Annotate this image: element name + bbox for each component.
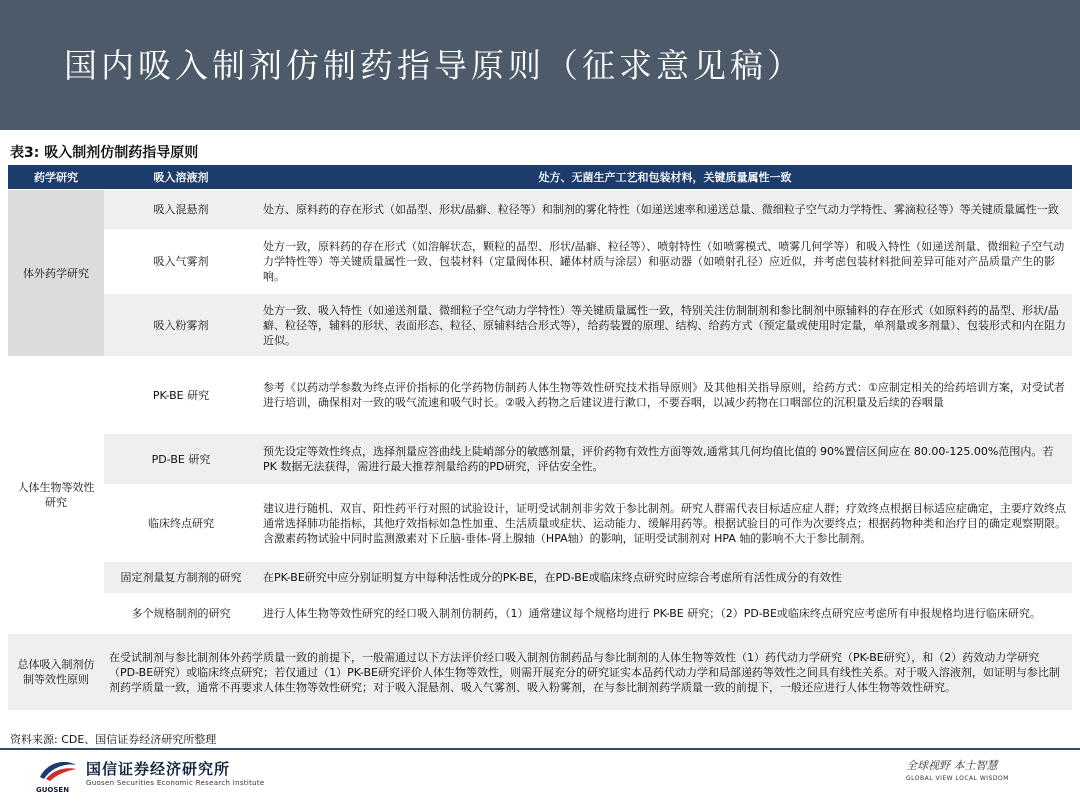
page-title: 国内吸入制剂仿制药指导原则（征求意见稿） [64, 46, 804, 85]
row-text: 在受试制剂与参比制剂体外药学质量一致的前提下，一般需通过以下方法评价经口吸入制剂仿制药品与参比制剂的人体生物等效性（1）药代动力学研究（PK-BE研究），和（2）药效动力学研究（PD-BE研究）或临床终点研究；若仅通过（1）PK-BE研究评价人体生物等效性，则需开展充分的研究证实本品药代动力学和局部递药等效性之间具有线性关系。对于吸入溶液剂，如证明与参比制剂药学质量一致，通常不再要求人体生物等效性研究；对于吸入混悬剂、吸入气雾剂、吸入粉雾剂，在与参比制剂药学质量一致的前提下，一般还应进行人体生物等效性研究。 [104, 634, 1072, 711]
row-text: 参考《以药动学参数为终点评价指标的化学药物仿制药人体生物等效性研究技术指导原则》及其他相关指导原则，给药方式：①应制定相关的给药培训方案，对受试者进行培训，确保相对一致的吸气流速和吸气时长。②吸入药物之后建议进行漱口，不要吞咽，以减少药物在口咽部位的沉积量及后续的吞咽量 [258, 357, 1072, 434]
table-row [8, 634, 1072, 711]
table-row [8, 434, 1072, 485]
group-human-be: 人体生物等效性研究 [8, 357, 104, 634]
row-text: 进行人体生物等效性研究的经口吸入制剂仿制药，（1）通常建议每个规格均进行 PK-BE 研究；（2）PD-BE或临床终点研究应考虑所有申报规格均进行临床研究。 [258, 594, 1072, 634]
row-label: PK-BE 研究 [104, 357, 258, 434]
row-label: 临床终点研究 [104, 485, 258, 562]
row-label: 吸入粉雾剂 [104, 294, 258, 357]
header-solution-requirement: 处方、无菌生产工艺和包装材料，关键质量属性一致 [258, 165, 1072, 190]
row-label: 多个规格制剂的研究 [104, 594, 258, 634]
table-row [8, 357, 1072, 434]
row-label: PD-BE 研究 [104, 434, 258, 485]
header-pharmacy-study: 药学研究 [8, 165, 104, 190]
table-row [8, 562, 1072, 594]
row-label: 吸入混悬剂 [104, 190, 258, 230]
table-header-row [8, 165, 1072, 190]
row-label: 吸入气雾剂 [104, 230, 258, 294]
group-in-vitro: 体外药学研究 [8, 190, 104, 357]
source-note: 资料来源: CDE、国信证券经济研究所整理 [10, 733, 217, 746]
row-text: 建议进行随机、双盲、阳性药平行对照的试验设计，证明受试制剂非劣效于参比制剂。研究人群需代表目标适应症人群；疗效终点根据目标适应症确定，主要疗效终点通常选择肺功能指标，其他疗效指标如急性加重、生活质量或症状、运动能力、缓解用药等。根据试验目的可作为次要终点；根据药物种类和治疗目的确定观察期限。含激素药物试验中同时监测激素对下丘脑-垂体-肾上腺轴（HPA轴）的影响，证明受试制剂对 HPA 轴的影响不大于参比制剂。 [258, 485, 1072, 562]
header-inhalation-solution: 吸入溶液剂 [104, 165, 258, 190]
row-label: 固定剂量复方制剂的研究 [104, 562, 258, 594]
table-row [8, 594, 1072, 634]
table-caption: 表3: 吸入制剂仿制药指导原则 [10, 145, 199, 161]
guosen-logo-icon [36, 757, 80, 785]
table-row [8, 485, 1072, 562]
row-text: 处方一致，原料药的存在形式（如溶解状态，颗粒的晶型、形状/晶癖、粒径等）、喷射特性（如喷雾模式、喷雾几何学等）和吸入特性（如递送剂量、微细粒子空气动力学特性等）等关键质量属性一致、包装材料（定量阀体积、罐体材质与涂层）和驱动器（如喷射孔径）应近似，并考虑包装材料批间差异可能对产品质量产生的影响。 [258, 230, 1072, 294]
footer-divider [0, 748, 1080, 750]
table-row [8, 230, 1072, 294]
slogan-english: GLOBAL VIEW LOCAL WISDOM [906, 775, 1009, 782]
table-row [8, 294, 1072, 357]
slogan: 全球视野 本土智慧 [906, 759, 998, 772]
row-text: 在PK-BE研究中应分别证明复方中每种活性成分的PK-BE，在PD-BE或临床终点研究时应综合考虑所有活性成分的有效性 [258, 562, 1072, 594]
group-overall: 总体吸入制剂仿制等效性原则 [8, 634, 104, 711]
title-bar [0, 0, 1080, 130]
org-name: 国信证券经济研究所 [86, 760, 231, 778]
row-text: 处方一致、吸入特性（如递送剂量、微细粒子空气动力学特性）等关键质量属性一致，特别关注仿制制剂和参比制剂中原辅料的存在形式（如原料药的晶型、形状/晶癖、粒径等，辅料的形状、表面形态、粒径、原辅料结合形式等），给药装置的原理、结构、给药方式（预定量或使用时定量，单剂量或多剂量）、包装形式和内在阻力近似。 [258, 294, 1072, 357]
row-text: 预先设定等效性终点，选择剂量应答曲线上陡峭部分的敏感剂量，评价药物有效性方面等效,通常其几何均值比值的 90%置信区间应在 80.00-125.00%范围内。若 PK 数据无法获得，需进行最大推荐剂量给药的PD研究，评估安全性。 [258, 434, 1072, 485]
guideline-table [8, 165, 1072, 711]
table-row [8, 190, 1072, 230]
row-text: 处方、原料药的存在形式（如晶型、形状/晶癖、粒径等）和制剂的雾化特性（如递送速率和递送总量、微细粒子空气动力学特性、雾滴粒径等）等关键质量属性一致 [258, 190, 1072, 230]
org-english-name: Guosen Securities Economic Research Institute [86, 779, 265, 787]
logo-text: GUOSEN [36, 786, 70, 794]
